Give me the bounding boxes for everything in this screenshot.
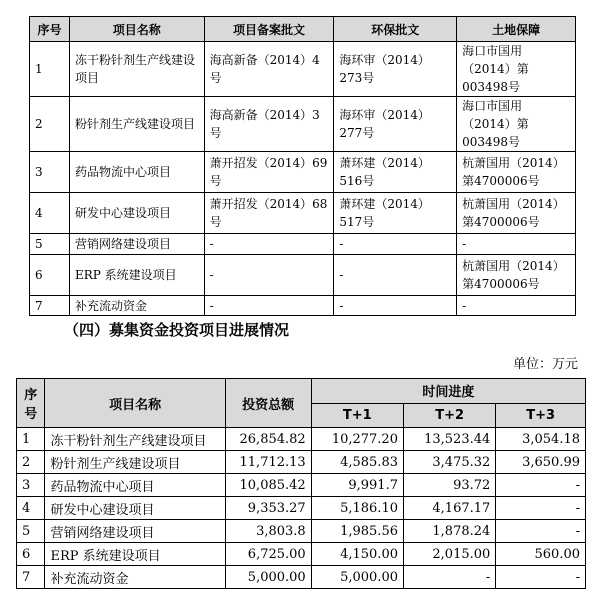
header-period: T+3 (496, 403, 586, 428)
cell-t1: 5,000.00 (311, 566, 403, 589)
table-row (17, 566, 586, 589)
cell-total: 11,712.13 (225, 451, 311, 474)
cell-no: 6 (17, 543, 45, 566)
cell-record: 海高新备（2014）3号 (204, 97, 334, 152)
table-row (17, 497, 586, 520)
cell-no: 7 (30, 296, 70, 316)
cell-no: 5 (30, 234, 70, 255)
cell-env: 海环审（2014）277号 (334, 97, 457, 152)
header-period: T+2 (403, 403, 495, 428)
table-row (17, 520, 586, 543)
cell-total: 10,085.42 (225, 474, 311, 497)
progress-table (16, 378, 586, 589)
cell-t3: 560.00 (496, 543, 586, 566)
cell-land: - (457, 296, 576, 316)
table-header-row (30, 17, 576, 42)
header-cell: 土地保障 (457, 17, 576, 42)
cell-project: 药品物流中心项目 (45, 474, 225, 497)
cell-record: 萧开招发（2014）68号 (204, 193, 334, 234)
header-cell: 项目名称 (69, 17, 204, 42)
cell-t3: 3,054.18 (496, 428, 586, 451)
header-period: T+1 (311, 403, 403, 428)
cell-t1: 4,585.83 (311, 451, 403, 474)
cell-env: 萧环建（2014）517号 (334, 193, 457, 234)
cell-no: 4 (17, 497, 45, 520)
cell-t3: - (496, 566, 586, 589)
cell-t2: 13,523.44 (403, 428, 495, 451)
cell-total: 3,803.8 (225, 520, 311, 543)
cell-no: 3 (30, 152, 70, 193)
cell-record: - (204, 234, 334, 255)
header-name: 项目名称 (45, 379, 225, 428)
cell-no: 2 (30, 97, 70, 152)
header-cell: 序号 (30, 17, 70, 42)
table-row (30, 152, 576, 193)
table-row (30, 255, 576, 296)
cell-project: 冻干粉针剂生产线建设项目 (69, 42, 204, 97)
cell-no: 1 (17, 428, 45, 451)
cell-no: 6 (30, 255, 70, 296)
cell-t2: 1,878.24 (403, 520, 495, 543)
cell-no: 1 (30, 42, 70, 97)
header-no: 序号 (17, 379, 45, 428)
cell-env: - (334, 296, 457, 316)
cell-record: - (204, 255, 334, 296)
cell-total: 5,000.00 (225, 566, 311, 589)
cell-land: 海口市国用（2014）第003498号 (457, 97, 576, 152)
unit-label: 单位：万元 (512, 357, 578, 372)
cell-no: 7 (17, 566, 45, 589)
cell-t1: 1,985.56 (311, 520, 403, 543)
cell-land: - (457, 234, 576, 255)
cell-t2: - (403, 566, 495, 589)
cell-env: - (334, 234, 457, 255)
cell-land: 杭萧国用（2014）第4700006号 (457, 152, 576, 193)
table-row (17, 543, 586, 566)
cell-t2: 3,475.32 (403, 451, 495, 474)
header-cell: 环保批文 (334, 17, 457, 42)
table-header-row (17, 379, 586, 404)
cell-project: 补充流动资金 (45, 566, 225, 589)
cell-t3: 3,650.99 (496, 451, 586, 474)
table-row (30, 193, 576, 234)
cell-project: 冻干粉针剂生产线建设项目 (45, 428, 225, 451)
cell-t3: - (496, 474, 586, 497)
cell-project: 营销网络建设项目 (69, 234, 204, 255)
cell-t3: - (496, 497, 586, 520)
table-row (30, 97, 576, 152)
cell-project: 研发中心建设项目 (69, 193, 204, 234)
table-row (17, 451, 586, 474)
cell-project: 粉针剂生产线建设项目 (45, 451, 225, 474)
cell-project: 粉针剂生产线建设项目 (69, 97, 204, 152)
header-progress: 时间进度 (311, 379, 585, 404)
approval-table (29, 16, 576, 316)
table-row (30, 234, 576, 255)
cell-t2: 4,167.17 (403, 497, 495, 520)
cell-t1: 10,277.20 (311, 428, 403, 451)
cell-record: 海高新备（2014）4号 (204, 42, 334, 97)
cell-land: 海口市国用（2014）第003498号 (457, 42, 576, 97)
cell-project: ERP 系统建设项目 (69, 255, 204, 296)
cell-project: 补充流动资金 (69, 296, 204, 316)
table-row (30, 296, 576, 316)
cell-no: 3 (17, 474, 45, 497)
cell-t1: 4,150.00 (311, 543, 403, 566)
cell-total: 6,725.00 (225, 543, 311, 566)
cell-project: 药品物流中心项目 (69, 152, 204, 193)
section-title: （四）募集资金投资项目进展情况 (64, 321, 290, 339)
cell-t1: 9,991.7 (311, 474, 403, 497)
cell-no: 5 (17, 520, 45, 543)
cell-land: 杭萧国用（2014）第4700006号 (457, 255, 576, 296)
cell-t2: 93.72 (403, 474, 495, 497)
cell-no: 4 (30, 193, 70, 234)
cell-project: 营销网络建设项目 (45, 520, 225, 543)
cell-project: ERP 系统建设项目 (45, 543, 225, 566)
cell-env: 萧环建（2014）516号 (334, 152, 457, 193)
cell-t1: 5,186.10 (311, 497, 403, 520)
cell-no: 2 (17, 451, 45, 474)
cell-total: 26,854.82 (225, 428, 311, 451)
table-row (30, 42, 576, 97)
header-cell: 项目备案批文 (204, 17, 334, 42)
cell-env: 海环审（2014）273号 (334, 42, 457, 97)
cell-t2: 2,015.00 (403, 543, 495, 566)
header-total: 投资总额 (225, 379, 311, 428)
cell-land: 杭萧国用（2014）第4700006号 (457, 193, 576, 234)
cell-record: - (204, 296, 334, 316)
cell-t3: - (496, 520, 586, 543)
cell-total: 9,353.27 (225, 497, 311, 520)
cell-project: 研发中心建设项目 (45, 497, 225, 520)
table-row (17, 474, 586, 497)
table-row (17, 428, 586, 451)
cell-env: - (334, 255, 457, 296)
cell-record: 萧开招发（2014）69号 (204, 152, 334, 193)
